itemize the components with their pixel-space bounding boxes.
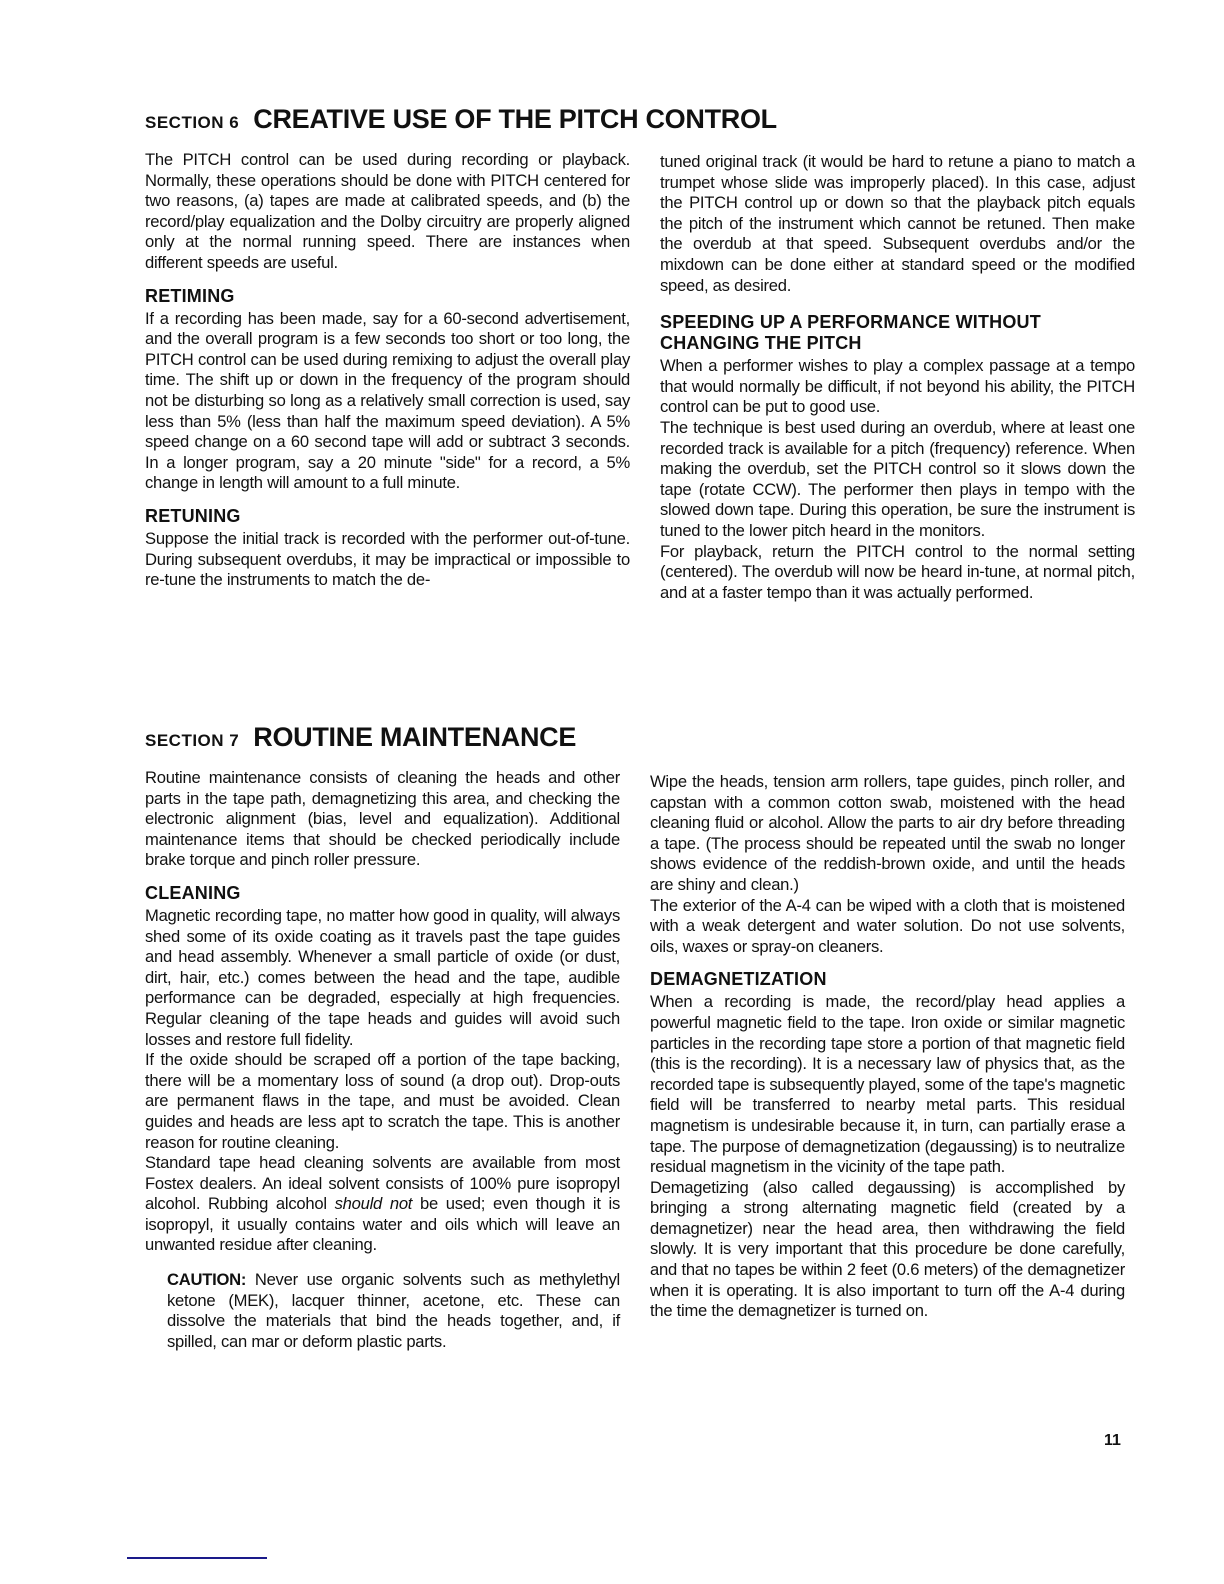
paragraph: Demagetizing (also called degaussing) is accomplished by bringing a strong alternating magnetic field (created by a demagnetizer) near the head area, then withdrawing the field slowly. It is very important that this procedure be done carefully, and that no tapes be within 2 feet (0.6 meters) of the demagnetizer when it is operating. It is also important to turn off the A-4 during the time the demagnetizer is turned on.: [650, 1177, 1125, 1321]
paragraph: Suppose the initial track is recorded with the performer out-of-tune. During subsequent overdubs, it may be impractical or impossible to re-tune the instruments to match the de-: [145, 528, 630, 590]
section-7-heading: [145, 722, 576, 753]
subheading-demagnetization: DEMAGNETIZATION: [650, 969, 827, 990]
paragraph: Wipe the heads, tension arm rollers, tape guides, pinch roller, and capstan with a common cotton swab, moistened with the head cleaning fluid or alcohol. Allow the parts to air dry before threading a tape. (The process should be repeated until the swab no longer shows evidence of the reddish-brown oxide, and until the heads are shiny and clean.): [650, 772, 1125, 894]
section-6-heading: [145, 104, 777, 135]
paragraph: [145, 1153, 620, 1256]
section-6-right-column: [660, 152, 1135, 603]
paragraph: Routine maintenance consists of cleaning the heads and other parts in the tape path, demagnetizing this area, and checking the electronic alignment (bias, level and equalization). Additional maintenance items that should be checked periodically include brake torque and pinch roller pressure.: [145, 768, 620, 870]
text: Standard tape head cleaning solvents are available from most Fostex dealers. An ideal solvent consists of 100% pure isopropyl alcohol. Rubbing alcohol: [145, 1153, 620, 1214]
subheading-speeding-up: SPEEDING UP A PERFORMANCE WITHOUT CHANGING THE PITCH: [660, 312, 1041, 354]
caution-label: CAUTION:: [167, 1270, 247, 1290]
section-title: CREATIVE USE OF THE PITCH CONTROL: [253, 104, 777, 134]
subheading-retuning: RETUNING: [145, 505, 241, 526]
section-7-right-column: [650, 772, 1125, 1322]
paragraph: If the oxide should be scraped off a portion of the tape backing, there will be a momentary loss of sound (a drop out). Drop-outs are permanent flaws in the tape, and must be avoided. Clean guides and heads are less apt to scratch the tape. This is another reason for routine cleaning.: [145, 1050, 620, 1152]
text: be used; even though it is isopropyl, it usually contains water and oils which will leave an unwanted residue after cleaning.: [145, 1194, 621, 1255]
caution-text: Never use organic solvents such as methylethyl ketone (MEK), lacquer thinner, acetone, etc. These can dissolve the materials that bind the heads together, and, if spilled, can mar or deform plastic parts.: [167, 1270, 620, 1351]
paragraph: The PITCH control can be used during recording or playback. Normally, these operations should be done with PITCH centered for two reasons, (a) tapes are made at calibrated speeds, and (b) the record/play equalization and the Dolby circuitry are properly aligned only at the normal running speed. There are instances when different speeds are useful.: [145, 150, 630, 272]
paragraph: When a recording is made, the record/play head applies a powerful magnetic field to the tape. Iron oxide or similar magnetic particles in the recording tape store a portion of that magnetic field (this is the recording). It is a necessary law of physics that, as the recorded tape is subsequently played, some of the tape's magnetic field will be transferred to nearby metal parts. This residual magnetism is undesirable because it, in turn, can partially erase a tape. The purpose of demagnetization (degaussing) is to neutralize residual magnetism in the vicinity of the tape path.: [650, 992, 1125, 1177]
section-6-left-column: [145, 150, 630, 591]
paragraph: The technique is best used during an overdub, where at least one recorded track is available for a pitch (frequency) reference. When making the overdub, set the PITCH control so it slows down the tape (rotate CCW). The performer then plays in tempo with the slowed down tape. During this operation, be sure the instrument is tuned to the lower pitch heard in the monitors.: [660, 417, 1135, 540]
footer-rule: [127, 1557, 267, 1559]
section-label: SECTION 6: [145, 113, 240, 132]
section-title: ROUTINE MAINTENANCE: [253, 722, 577, 752]
section-7-left-column: [145, 768, 620, 1352]
subheading-cleaning: CLEANING: [145, 882, 241, 903]
paragraph: Magnetic recording tape, no matter how good in quality, will always shed some of its oxide coating as it travels past the tape guides and head assembly. Whenever a small particle of oxide (or dust, dirt, hair, etc.) comes between the head and the tape, audible performance can be degraded, especially at high frequencies. Regular cleaning of the tape heads and guides will avoid such losses and restore full fidelity.: [145, 905, 620, 1049]
paragraph: The exterior of the A-4 can be wiped with a cloth that is moistened with a weak detergent and water solution. Do not use solvents, oils, waxes or spray-on cleaners.: [650, 895, 1125, 956]
paragraph: When a performer wishes to play a complex passage at a tempo that would normally be difficult, if not beyond his ability, the PITCH control can be put to good use.: [660, 356, 1135, 417]
paragraph: If a recording has been made, say for a 60-second advertisement, and the overall program is a few seconds too short or too long, the PITCH control can be used during remixing to adjust the overall play time. The shift up or down in the frequency of the program should not be disturbing so long as a relatively small correction is used, say less than 5% (less than half the maximum speed deviation). A 5% speed change on a 60 second tape will add or subtract 3 seconds. In a longer program, say a 20 minute "side" for a record, a 5% change in length will amount to a full minute.: [145, 308, 630, 493]
paragraph: tuned original track (it would be hard to retune a piano to match a trumpet whose slide was improperly placed). In this case, adjust the PITCH control up or down so that the playback pitch equals the pitch of the instrument which cannot be retuned. Then make the overdub at that speed. Subsequent overdubs and/or the mixdown can be done either at standard speed or the modified speed, as desired.: [660, 152, 1135, 295]
caution-note: [167, 1270, 620, 1352]
page-number: 11: [1104, 1432, 1121, 1449]
section-label: SECTION 7: [145, 731, 240, 750]
paragraph: For playback, return the PITCH control to the normal setting (centered). The overdub will now be heard in-tune, at normal pitch, and at a faster tempo than it was actually performed.: [660, 541, 1135, 602]
subheading-retiming: RETIMING: [145, 285, 235, 306]
emphasis: should not: [334, 1194, 413, 1214]
